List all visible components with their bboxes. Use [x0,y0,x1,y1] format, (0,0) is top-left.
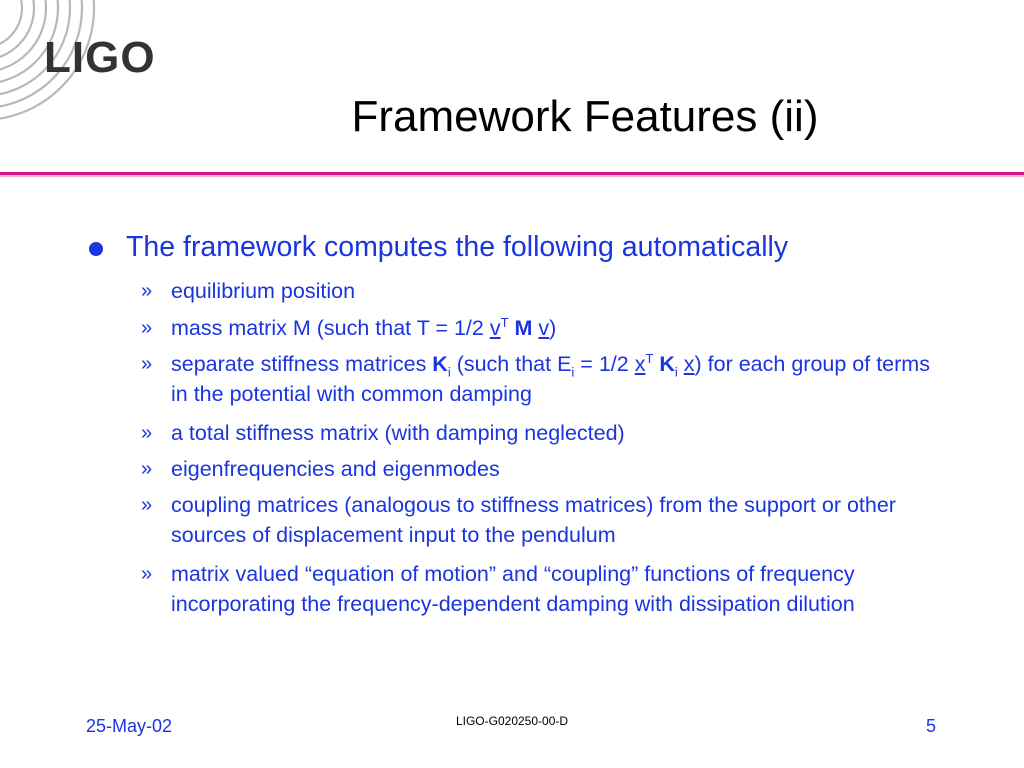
index-subscript: i [571,364,575,380]
vector-x: x [683,352,695,376]
matrix-k: K [432,352,448,376]
transpose-superscript: T [645,350,654,366]
vector-v: v [538,316,550,340]
sub-bullet-marker: » [141,563,153,585]
sub-bullet-text: a total stiffness matrix (with damping neglected) [171,421,625,445]
vector-v: v [489,316,501,340]
sub-bullet-marker: » [141,353,153,375]
matrix-m: M [514,316,533,340]
sub-bullet-text: coupling matrices (analogous to stiffness matrices) from the support or other sources of displacement input to the pendulum [171,493,896,547]
sub-bullet-item [171,490,931,550]
matrix-k: K [659,352,675,376]
sub-bullet-item [171,559,931,619]
transpose-superscript: T [500,314,509,330]
sub-bullet-text: matrix valued “equation of motion” and “coupling” functions of frequency incorporating the frequency-dependent damping with dissipation dilution [171,562,855,616]
sub-bullet-item [171,276,931,306]
sub-bullet-marker: » [141,280,153,302]
sub-bullet-text: eigenfrequencies and eigenmodes [171,457,500,481]
sub-bullet-text: (such that E [450,352,572,376]
index-subscript: i [674,364,678,380]
footer-page-number: 5 [926,716,937,736]
sub-bullet-marker: » [141,494,153,516]
sub-bullet-text: separate stiffness matrices [171,352,433,376]
sub-bullet-text: ) for each group of terms in the potential with common damping [171,352,930,406]
title-divider-shadow [0,175,1024,177]
sub-bullet-item [171,349,931,409]
sub-bullet-item [171,454,931,484]
sub-bullet-text: ) [549,316,557,340]
sub-bullet-marker: » [141,458,153,480]
sub-bullet-marker: » [141,422,153,444]
sub-bullet-marker: » [141,317,153,339]
slide-title: Framework Features (ii) [351,92,819,141]
sub-bullet-text: mass matrix M (such that T = 1/2 [171,316,490,340]
ligo-logo-text: LIGO [44,33,156,82]
sub-bullet-text: equilibrium position [171,279,356,303]
sub-bullet-item [171,313,931,343]
main-bullet-text: The framework computes the following automatically [126,231,789,263]
footer-date: 25-May-02 [86,716,173,736]
sub-bullet-item [171,418,931,448]
vector-x: x [634,352,646,376]
index-subscript: i [447,364,451,380]
bullet-dot-icon [89,242,103,256]
footer-document-id: LIGO-G020250-00-D [455,714,569,728]
sub-bullet-text: = 1/2 [574,352,635,376]
